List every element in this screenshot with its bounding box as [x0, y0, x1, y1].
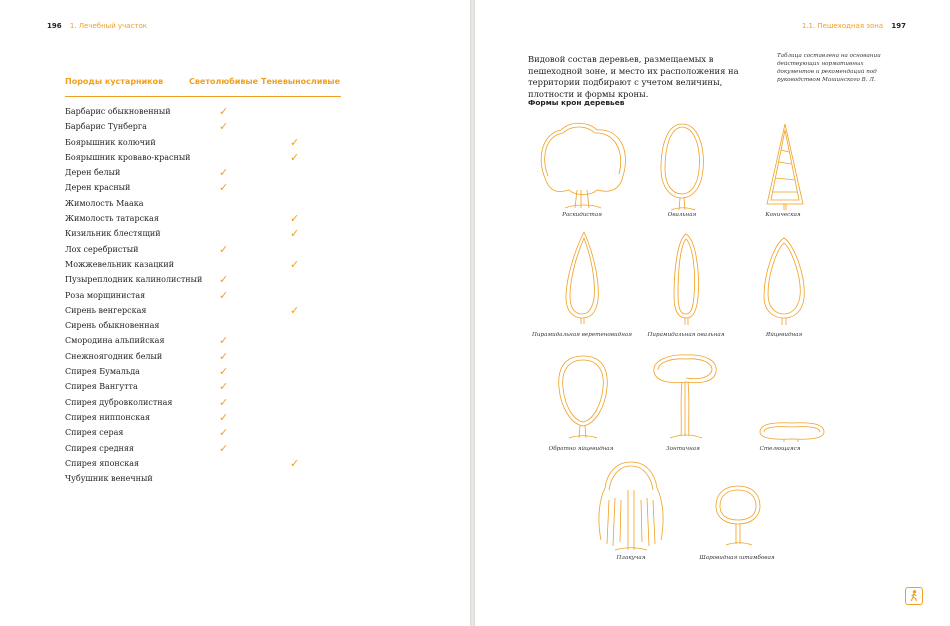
- table-row: [65, 288, 341, 303]
- tree-forms-heading: Формы крон деревьев: [528, 98, 625, 107]
- ovate-tree-icon: [760, 236, 808, 326]
- light-loving-check-icon: ✓: [219, 120, 229, 134]
- light-loving-check-icon: ✓: [219, 441, 229, 455]
- table-row: [65, 165, 341, 180]
- left-page: [0, 0, 470, 626]
- caption-umbrella: Зонтичная: [666, 446, 700, 452]
- table-row: [65, 211, 341, 226]
- light-loving-check-icon: ✓: [219, 380, 229, 394]
- pedestrian-zone-icon: [905, 587, 923, 605]
- table-row: [65, 364, 341, 379]
- table-row: [65, 257, 341, 272]
- table-row: [65, 471, 341, 486]
- shrub-name: Сирень обыкновенная: [65, 321, 160, 331]
- shrub-name: Спирея средняя: [65, 443, 134, 453]
- shrub-name: Лох серебристый: [65, 244, 139, 254]
- table-row: [65, 333, 341, 348]
- header-light-loving: Светолюбивые: [189, 77, 259, 86]
- light-loving-check-icon: ✓: [219, 105, 229, 118]
- table-row: [65, 272, 341, 287]
- fusiform-tree-icon: [562, 230, 602, 325]
- shrub-name: Жимолость татарская: [65, 214, 159, 224]
- light-loving-check-icon: ✓: [219, 395, 229, 409]
- table-row: [65, 196, 341, 211]
- caption-spreading: Раскидистая: [562, 212, 602, 218]
- shrub-name: Спирея Бумальда: [65, 367, 140, 377]
- table-row: [65, 135, 341, 150]
- creeping-tree-icon: [758, 420, 826, 442]
- light-loving-check-icon: ✓: [219, 181, 229, 195]
- shrub-name: Спирея серая: [65, 428, 124, 438]
- shrub-name: Можжевельник казацкий: [65, 259, 175, 269]
- shade-tolerant-check-icon: ✓: [290, 227, 300, 241]
- caption-creeping: Стелющаяся: [759, 446, 801, 452]
- table-row: [65, 242, 341, 257]
- caption-oval: Овальная: [667, 212, 697, 218]
- shrub-name: Спирея японская: [65, 458, 140, 468]
- light-loving-check-icon: ✓: [219, 349, 229, 363]
- shrub-name: Пузыреплодник калинолистный: [65, 275, 203, 285]
- shrub-name: Боярышник кроваво-красный: [65, 152, 191, 162]
- standard-globe-tree-icon: [714, 484, 762, 548]
- table-body: [65, 104, 341, 486]
- shrub-name: Роза морщинистая: [65, 290, 146, 300]
- caption-ovate: Яйцевидная: [765, 332, 803, 338]
- light-loving-check-icon: ✓: [219, 166, 229, 180]
- shade-tolerant-check-icon: ✓: [290, 150, 300, 164]
- caption-weeping: Плакучая: [616, 555, 646, 561]
- running-header-left: [47, 22, 147, 30]
- shrub-name: Сирень венгерская: [65, 305, 147, 315]
- shade-tolerant-check-icon: ✓: [290, 303, 300, 317]
- light-loving-check-icon: ✓: [219, 410, 229, 424]
- light-loving-check-icon: ✓: [219, 365, 229, 379]
- shade-tolerant-check-icon: ✓: [290, 135, 300, 149]
- shrub-name: Боярышник колючий: [65, 137, 156, 147]
- pyramidal-oval-tree-icon: [670, 232, 702, 326]
- table-row: [65, 379, 341, 394]
- shrub-name: Жимолость Маака: [65, 198, 144, 208]
- table-row: [65, 104, 341, 119]
- caption-fusiform: Пирамидальная веретеновидная: [532, 332, 632, 338]
- page-number-right: 197: [891, 22, 906, 30]
- section-title-left: 1. Лечебный участок: [69, 22, 147, 30]
- side-note: Таблица составлена на основании действующих нормативных документов и рекомендаций под руководством Машинского В. Л.: [777, 53, 881, 83]
- shrub-name: Смородина альпийская: [65, 336, 165, 346]
- caption-standard-globe: Шаровидная штамбовая: [699, 555, 775, 561]
- shrub-name: Дерен красный: [65, 183, 131, 193]
- table-row: [65, 456, 341, 471]
- umbrella-tree-icon: [650, 352, 720, 442]
- intro-paragraph: Видовой состав деревьев, размещаемых в пешеходной зоне, и место их расположения на территории подбирают с учетом величины, плотности и формы кроны.: [528, 54, 739, 99]
- obovate-tree-icon: [555, 354, 611, 440]
- table-row: [65, 318, 341, 333]
- header-shade-tolerant: Теневыносливые: [261, 77, 341, 86]
- table-row: [65, 441, 341, 456]
- running-header-right: [802, 22, 906, 30]
- table-row: [65, 349, 341, 364]
- shrub-name: Барбарис Тунберга: [65, 122, 147, 132]
- conical-tree-icon: [765, 122, 805, 212]
- light-loving-check-icon: ✓: [219, 426, 229, 440]
- page-number-left: 196: [47, 22, 62, 30]
- header-species: Породы кустарников: [65, 77, 164, 86]
- shrub-name: Чубушник венечный: [65, 474, 153, 484]
- shrub-table: [65, 74, 341, 486]
- spreading-tree-icon: [535, 120, 630, 210]
- table-row: [65, 226, 341, 241]
- shrub-name: Спирея Вангутта: [65, 382, 138, 392]
- table-row: [65, 395, 341, 410]
- section-title-right: 1.1. Пешеходная зона: [801, 22, 884, 30]
- shade-tolerant-check-icon: ✓: [290, 212, 300, 226]
- light-loving-check-icon: ✓: [219, 242, 229, 256]
- caption-obovate: Обратно яйцевидная: [548, 446, 614, 452]
- oval-tree-icon: [659, 122, 705, 212]
- table-row: [65, 150, 341, 165]
- light-loving-check-icon: ✓: [219, 273, 229, 287]
- caption-pyramidal-oval: Пирамидальная овальная: [647, 332, 725, 338]
- table-row: [65, 119, 341, 134]
- shrub-name: Спирея дубровколистная: [65, 397, 173, 407]
- caption-conical: Коническая: [765, 212, 801, 218]
- light-loving-check-icon: ✓: [219, 288, 229, 302]
- shrub-name: Дерен белый: [65, 168, 121, 178]
- shrub-name: Спирея ниппонская: [65, 412, 151, 422]
- shrub-name: Барбарис обыкновенный: [65, 107, 171, 116]
- table-row: [65, 180, 341, 195]
- table-row: [65, 425, 341, 440]
- table-row: [65, 303, 341, 318]
- shade-tolerant-check-icon: ✓: [290, 456, 300, 470]
- shrub-name: Снежноягодник белый: [65, 351, 163, 361]
- right-page: [475, 0, 950, 626]
- table-header: [65, 74, 341, 97]
- light-loving-check-icon: ✓: [219, 334, 229, 348]
- table-row: [65, 410, 341, 425]
- shrub-name: Кизильник блестящий: [65, 229, 161, 239]
- shade-tolerant-check-icon: ✓: [290, 257, 300, 271]
- weeping-tree-icon: [593, 460, 669, 554]
